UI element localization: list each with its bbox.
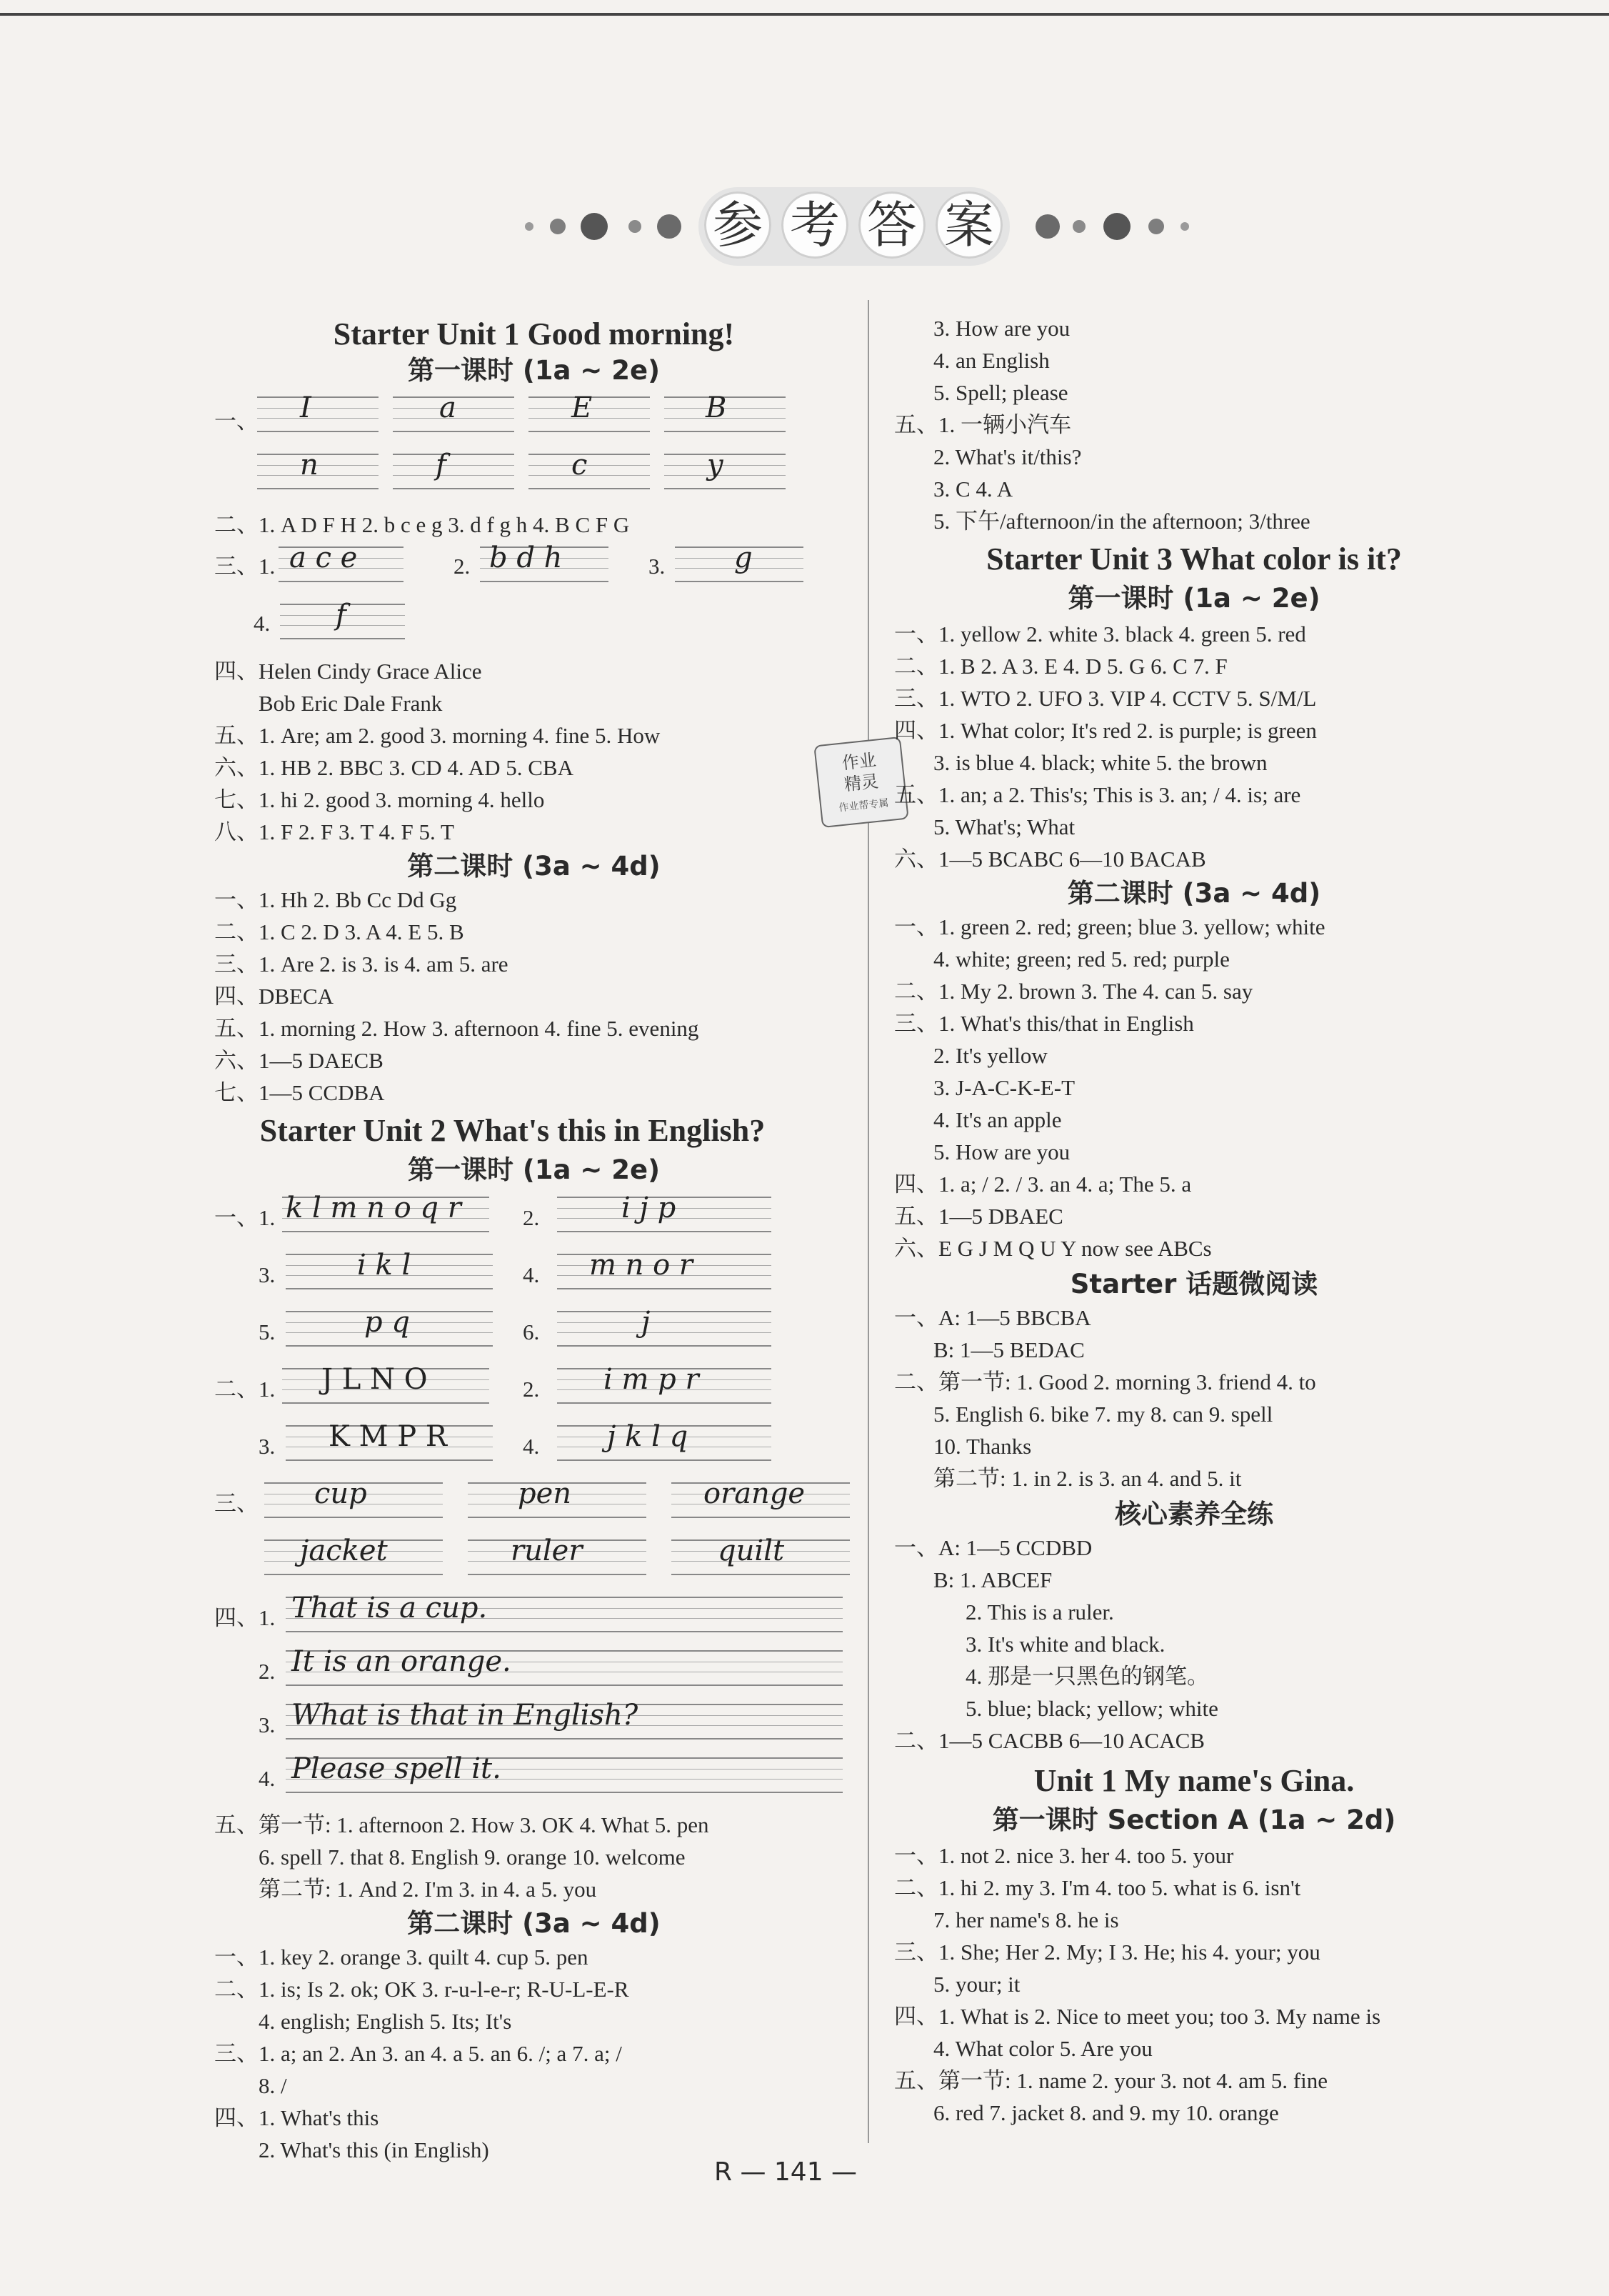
answer-line: 7. her name's 8. he is (933, 1907, 1119, 1932)
stamp-text: 作业帮专属 (838, 798, 890, 814)
handwritten-word: quilt (718, 1534, 785, 1567)
stamp-text: 作业 (841, 749, 878, 774)
handwritten-letters: i j p (621, 1192, 676, 1224)
writing-lines (257, 396, 379, 432)
decor-dot (628, 220, 641, 233)
handwritten-letters: a c e (289, 541, 358, 574)
answer-line: 六、1—5 BCABC 6—10 BACAB (894, 847, 1206, 872)
answer-line: 二、1. hi 2. my 3. I'm 4. too 5. what is 6. isn't (894, 1875, 1301, 1900)
answer-line: 二、1. A D F H 2. b c e g 3. d f g h 4. B C F G (214, 512, 630, 537)
question-number: 2. (523, 1377, 540, 1402)
answer-line: B: 1—5 BEDAC (933, 1337, 1085, 1362)
answer-line: 4. english; English 5. Its; It's (259, 2009, 512, 2034)
lesson-heading: 第一课时 (1a ~ 2e) (1068, 583, 1320, 614)
question-number: 6. (523, 1319, 540, 1344)
answer-line: 6. spell 7. that 8. English 9. orange 10. welcome (259, 1845, 686, 1870)
answer-line: 四、1. What's this (214, 2105, 379, 2130)
answer-line: 4. What color 5. Are you (933, 2036, 1153, 2061)
answer-line: 4. an English (933, 348, 1050, 373)
answer-line: 10. Thanks (933, 1434, 1032, 1459)
answer-line: 三、1. Are 2. is 3. is 4. am 5. are (214, 952, 508, 977)
question-number: 5. (259, 1319, 276, 1344)
title-pill (698, 187, 1010, 266)
answer-line: 5. 下午/afternoon/in the afternoon; 3/three (933, 509, 1310, 534)
handwritten-word: orange (703, 1477, 806, 1510)
question-number: 2. (523, 1205, 540, 1230)
answer-line: 6. red 7. jacket 8. and 9. my 10. orange (933, 2100, 1279, 2125)
answer-line: 八、1. F 2. F 3. T 4. F 5. T (214, 819, 454, 844)
answer-line: 3. J-A-C-K-E-T (933, 1075, 1076, 1100)
title-char: 答 (858, 191, 926, 259)
decor-dot (550, 219, 566, 234)
handwritten-letters: g (734, 541, 753, 574)
title-char: 案 (936, 191, 1003, 259)
answer-line: 三、1. a; an 2. An 3. an 4. a 5. an 6. /; a 7. a; / (214, 2041, 622, 2066)
writing-lines (528, 454, 650, 489)
handwritten-letter: E (571, 391, 593, 424)
answer-line: 五、1. Are; am 2. good 3. morning 4. fine 5. How (214, 723, 661, 748)
answer-line: 五、第一节: 1. name 2. your 3. not 4. am 5. fine (894, 2068, 1328, 2093)
question-label: 三、 (214, 1491, 259, 1516)
lesson-heading: 第一课时 (1a ~ 2e) (407, 355, 661, 386)
answer-line: 二、第一节: 1. Good 2. morning 3. friend 4. to (894, 1369, 1316, 1394)
answer-line: 第二节: 1. And 2. I'm 3. in 4. a 5. you (259, 1877, 597, 1902)
answer-line: 4. It's an apple (933, 1107, 1062, 1132)
answer-line: 2. What's it/this? (933, 444, 1082, 469)
answer-line: 5. Spell; please (933, 380, 1068, 405)
section-heading: Starter 话题微阅读 (1070, 1269, 1318, 1299)
answer-line: 8. / (259, 2073, 287, 2098)
answer-line: 五、1—5 DBAEC (894, 1204, 1063, 1229)
unit-heading: Starter Unit 3 What color is it? (986, 541, 1402, 577)
answer-line: 六、1—5 DAECB (214, 1048, 384, 1073)
question-number: 3. (648, 554, 666, 579)
section-heading: 核心素养全练 (1115, 1499, 1273, 1529)
handwritten-letters: j k l q (607, 1420, 688, 1453)
answer-line: 一、1. green 2. red; green; blue 3. yellow; white (894, 914, 1325, 939)
handwritten-letter: c (571, 449, 588, 481)
handwritten-letters: J L N O (321, 1363, 428, 1396)
page-number: R — 141 — (714, 2157, 858, 2187)
writing-lines (664, 454, 786, 489)
answer-line: 一、1. key 2. orange 3. quilt 4. cup 5. pen (214, 1945, 588, 1970)
answer-line: 三、1. WTO 2. UFO 3. VIP 4. CCTV 5. S/M/L (894, 686, 1317, 711)
decor-dot (1148, 219, 1164, 234)
answer-line: 2. It's yellow (933, 1043, 1048, 1068)
handwritten-letter: I (300, 391, 311, 424)
answer-line: 一、A: 1—5 BBCBA (894, 1305, 1091, 1330)
answer-line: Bob Eric Dale Frank (259, 691, 443, 716)
handwritten-letter: f (436, 449, 446, 481)
answer-line: 一、1. Hh 2. Bb Cc Dd Gg (214, 887, 457, 912)
handwritten-letters: i m p r (603, 1363, 699, 1396)
answer-line: 六、E G J M Q U Y now see ABCs (894, 1236, 1212, 1261)
answer-line: 3. is blue 4. black; white 5. the brown (933, 750, 1268, 775)
answer-line: 5. English 6. bike 7. my 8. can 9. spell (933, 1402, 1273, 1427)
lesson-heading: 第二课时 (3a ~ 4d) (407, 851, 661, 882)
answer-line: 2. What's this (in English) (259, 2137, 489, 2162)
answer-line: B: 1. ABCEF (933, 1567, 1053, 1592)
question-number: 3. (259, 1712, 276, 1737)
handwritten-letter: B (706, 391, 727, 424)
handwritten-letter: y (707, 449, 723, 481)
question-label: 一、1. (214, 1205, 276, 1230)
lesson-heading: 第一课时 (1a ~ 2e) (407, 1154, 661, 1185)
answer-line: 六、1. HB 2. BBC 3. CD 4. AD 5. CBA (214, 755, 573, 780)
decor-dot (1181, 222, 1189, 231)
answer-line: 七、1. hi 2. good 3. morning 4. hello (214, 787, 545, 812)
answer-line: 五、1. 一辆小汽车 (894, 412, 1071, 437)
answer-line: 五、第一节: 1. afternoon 2. How 3. OK 4. What 5. pen (214, 1812, 709, 1837)
answer-line: 二、1. is; Is 2. ok; OK 3. r-u-l-e-r; R-U-L-E-R (214, 1977, 629, 2002)
unit-heading: Unit 1 My name's Gina. (1033, 1763, 1355, 1798)
answer-line: 四、DBECA (214, 984, 334, 1009)
question-label: 一、 (214, 409, 259, 434)
decor-dot (657, 214, 681, 239)
answer-line: 三、1. What's this/that in English (894, 1011, 1194, 1036)
answer-line: 3. It's white and black. (966, 1632, 1166, 1657)
question-number: 4. (259, 1766, 276, 1791)
top-rule (0, 13, 1609, 16)
question-number: 2. (453, 554, 471, 579)
handwritten-letters: p q (364, 1306, 410, 1339)
answer-line: 一、1. not 2. nice 3. her 4. too 5. your (894, 1843, 1234, 1868)
handwritten-letter: n (300, 449, 319, 481)
answer-line: 3. C 4. A (933, 476, 1013, 501)
answer-line: 第二节: 1. in 2. is 3. an 4. and 5. it (933, 1466, 1242, 1491)
answer-line: 二、1. C 2. D 3. A 4. E 5. B (214, 919, 464, 944)
question-number: 3. (259, 1262, 276, 1287)
handwritten-letters: i k l (357, 1249, 411, 1282)
answer-line: 3. How are you (933, 316, 1071, 341)
answer-line: 四、Helen Cindy Grace Alice (214, 659, 482, 684)
decor-dot (1103, 213, 1131, 240)
question-number: 4. (523, 1434, 540, 1459)
lesson-heading: 第一课时 Section A (1a ~ 2d) (992, 1805, 1396, 1835)
answer-line: 5. blue; black; yellow; white (966, 1696, 1218, 1721)
question-label: 三、1. (214, 554, 276, 579)
answer-line: 五、1. an; a 2. This's; This is 3. an; / 4. is; are (894, 782, 1301, 807)
handwritten-sentence: That is a cup. (291, 1592, 488, 1624)
handwritten-letters: f (336, 599, 346, 632)
handwritten-word: jacket (300, 1534, 388, 1567)
question-label: 四、1. (214, 1605, 276, 1630)
unit-heading: Starter Unit 1 Good morning! (333, 316, 735, 351)
stamp-text: 精灵 (843, 771, 880, 795)
answer-line: 4. white; green; red 5. red; purple (933, 947, 1230, 972)
question-number: 2. (259, 1659, 276, 1684)
question-number: 4. (523, 1262, 540, 1287)
handwritten-letters: m n o r (589, 1249, 693, 1282)
decor-dot (581, 213, 608, 240)
answer-line: 一、1. yellow 2. white 3. black 4. green 5. red (894, 622, 1306, 647)
answer-line: 5. How are you (933, 1139, 1071, 1164)
answer-line: 2. This is a ruler. (966, 1599, 1114, 1624)
answer-line: 5. your; it (933, 1972, 1021, 1997)
answer-line: 二、1—5 CACBB 6—10 ACACB (894, 1728, 1205, 1753)
handwritten-word: ruler (511, 1534, 583, 1567)
lesson-heading: 第二课时 (3a ~ 4d) (1067, 878, 1321, 909)
title-char: 参 (704, 191, 771, 259)
decor-dot (1073, 220, 1086, 233)
answer-line: 三、1. She; Her 2. My; I 3. He; his 4. your; you (894, 1940, 1320, 1965)
question-number: 4. (254, 611, 271, 636)
title-char: 考 (781, 191, 848, 259)
answer-line: 5. What's; What (933, 814, 1076, 839)
question-number: 3. (259, 1434, 276, 1459)
answer-line: 四、1. What is 2. Nice to meet you; too 3. My name is (894, 2004, 1381, 2029)
decor-dot (525, 222, 533, 231)
answer-line: 4. 那是一只黑色的钢笔。 (966, 1664, 1209, 1689)
question-label: 二、1. (214, 1377, 276, 1402)
writing-lines (393, 454, 514, 489)
answer-line: 四、1. a; / 2. / 3. an 4. a; The 5. a (894, 1172, 1192, 1197)
handwritten-word: cup (314, 1477, 367, 1510)
handwritten-sentence: It is an orange. (291, 1645, 511, 1678)
unit-heading: Starter Unit 2 What's this in English? (259, 1113, 766, 1148)
column-divider (868, 300, 869, 2143)
answer-line: 二、1. B 2. A 3. E 4. D 5. G 6. C 7. F (894, 654, 1228, 679)
decor-dot (1036, 214, 1060, 239)
answer-line: 二、1. My 2. brown 3. The 4. can 5. say (894, 979, 1253, 1004)
handwritten-letter: a (439, 391, 456, 424)
answer-line: 五、1. morning 2. How 3. afternoon 4. fine 5. evening (214, 1016, 699, 1041)
page-header (514, 187, 1200, 266)
writing-lines (557, 1311, 771, 1347)
lesson-heading: 第二课时 (3a ~ 4d) (407, 1908, 661, 1939)
handwritten-word: pen (518, 1477, 572, 1510)
handwritten-letters: K M P R (329, 1420, 448, 1453)
handwritten-sentence: Please spell it. (291, 1752, 501, 1785)
handwritten-letters: k l m n o q r (286, 1192, 461, 1224)
handwritten-letters: b d h (489, 541, 563, 574)
handwritten-sentence: What is that in English? (291, 1699, 638, 1732)
answer-line: 一、A: 1—5 CCDBD (894, 1535, 1093, 1560)
handwritten-letters: j (641, 1306, 651, 1339)
answer-line: 七、1—5 CCDBA (214, 1080, 385, 1105)
answer-line: 四、1. What color; It's red 2. is purple; is green (894, 718, 1317, 743)
